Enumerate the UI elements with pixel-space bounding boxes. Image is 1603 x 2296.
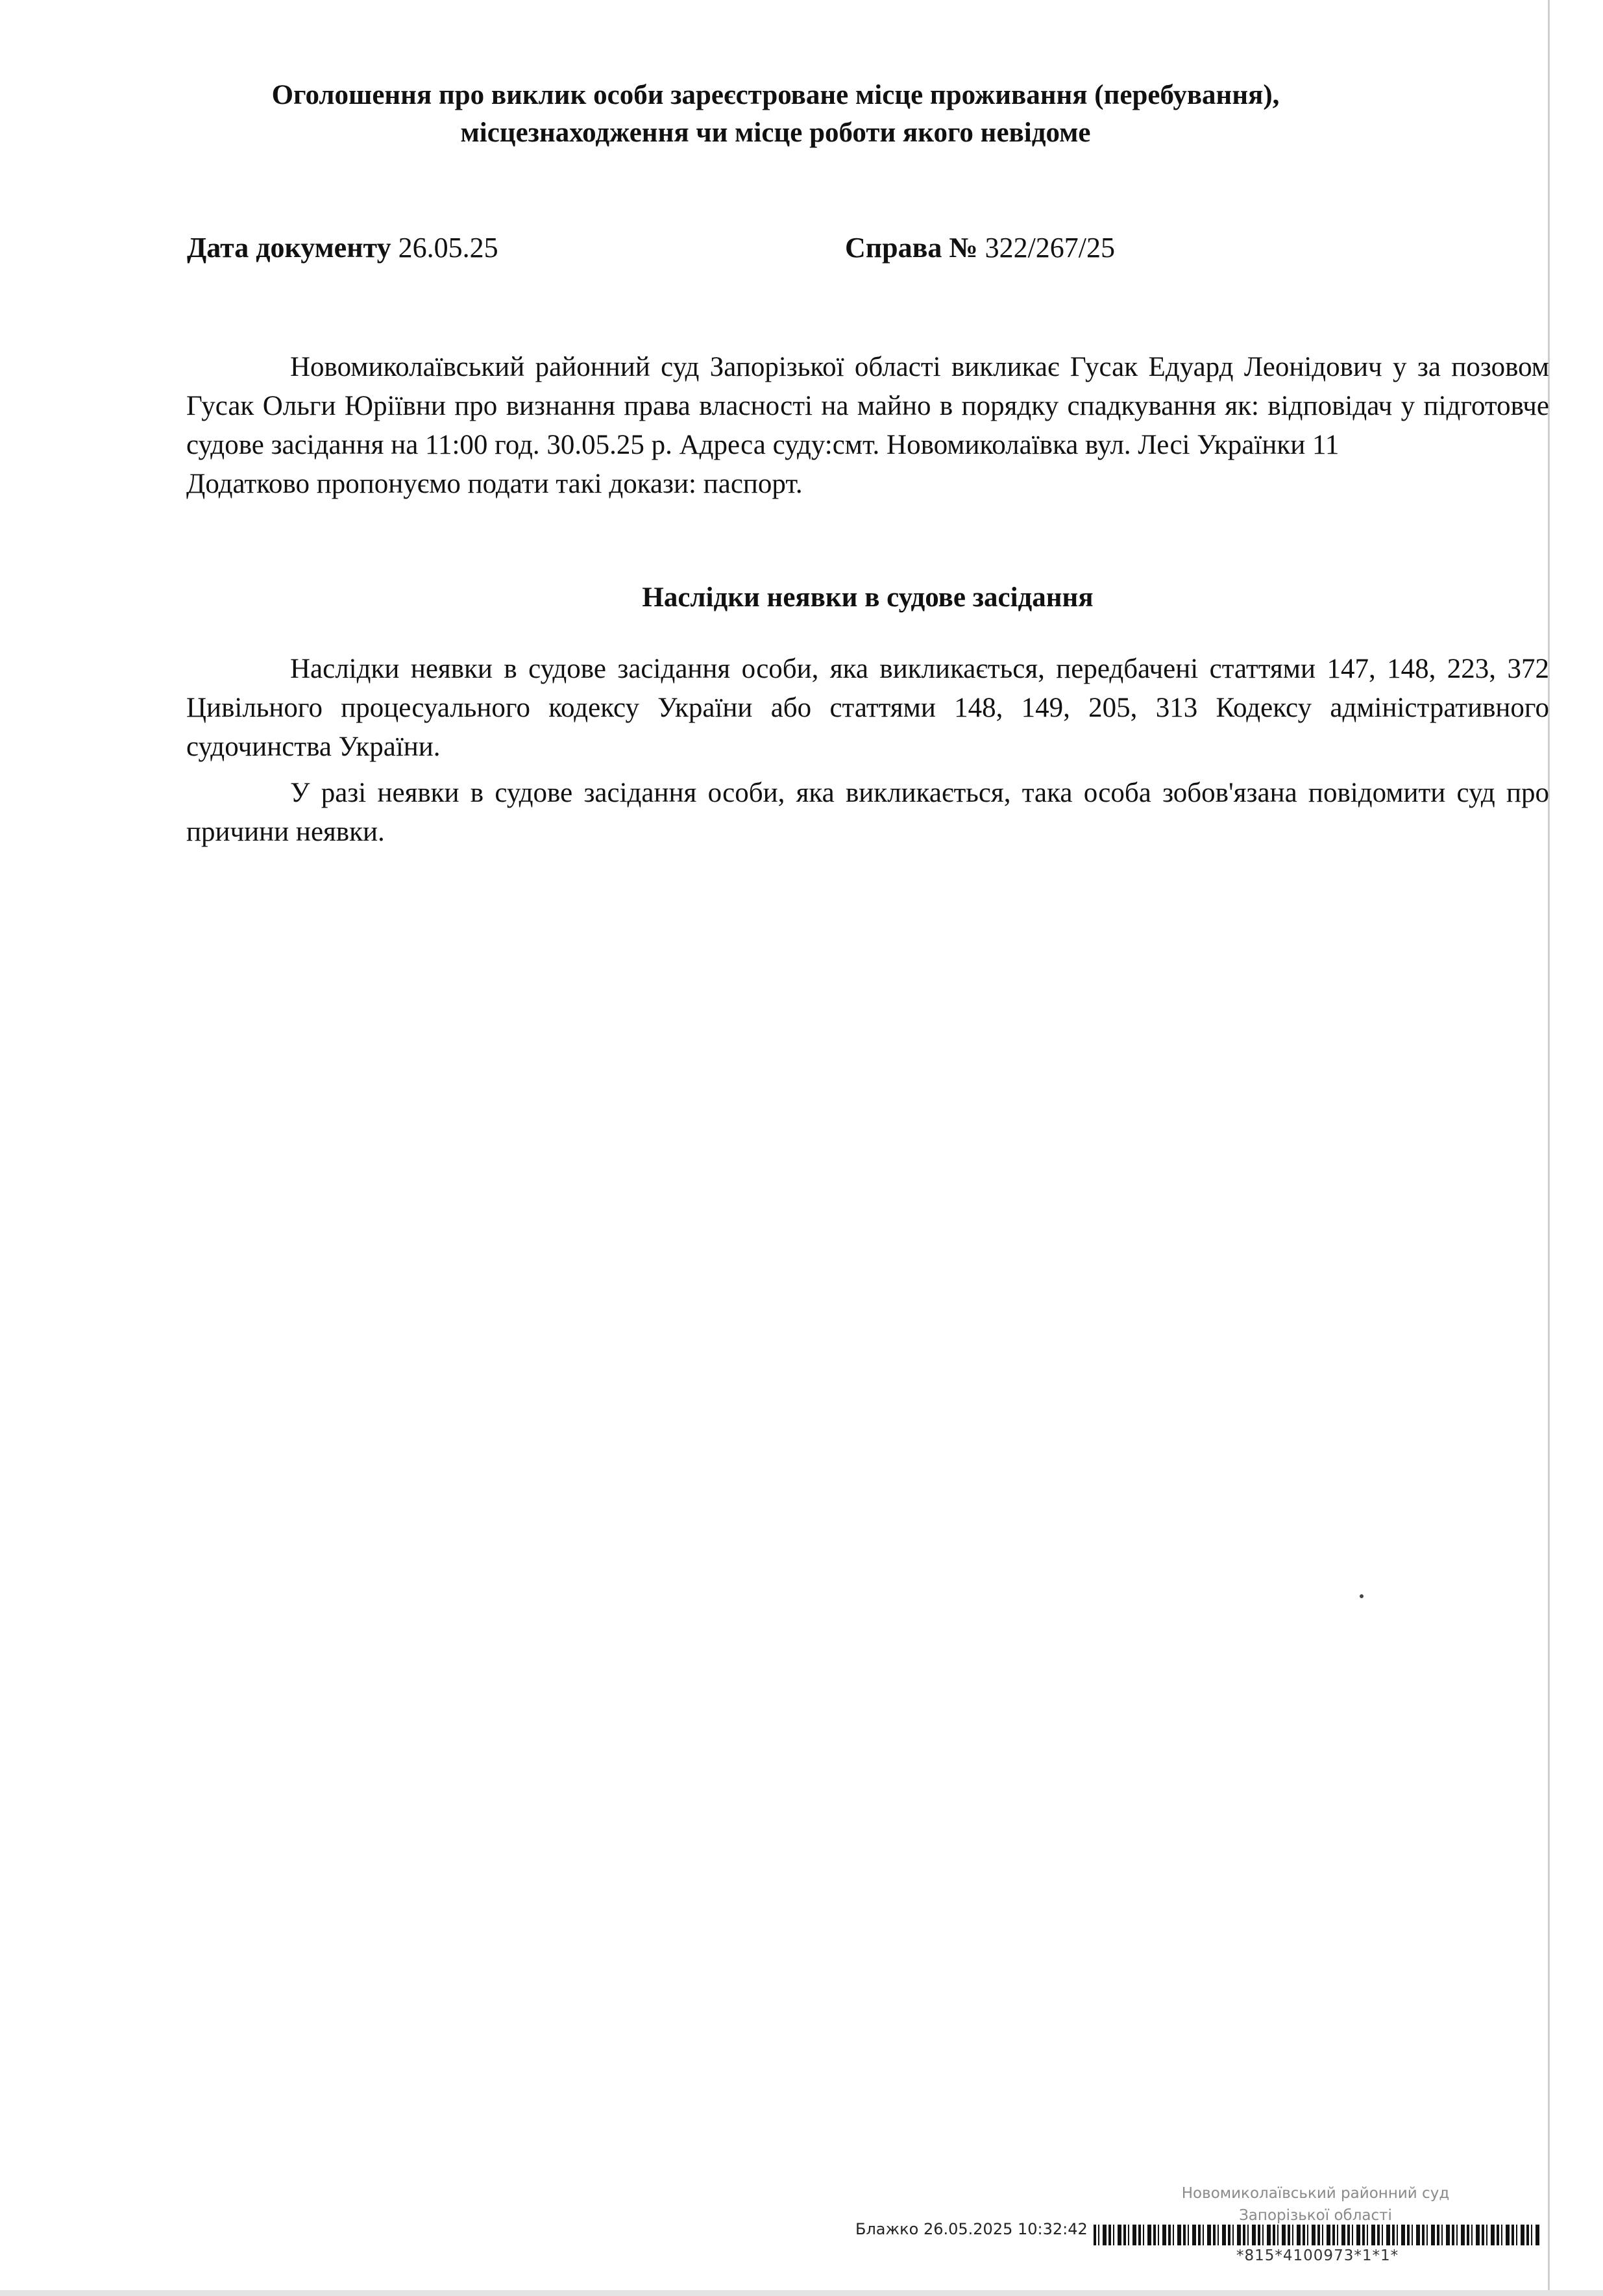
title-line-1: Оголошення про виклик особи зареєстроване місце проживання (перебування),: [271, 80, 1280, 110]
document-title: [182, 77, 1369, 152]
signer-timestamp: Блажко 26.05.2025 10:32:42: [855, 2220, 1088, 2238]
case-value: 322/267/25: [985, 232, 1116, 264]
evidence-line: Додатково пропонуємо подати такі докази: паспорт.: [186, 469, 803, 499]
case-number: [845, 231, 1115, 264]
case-label: Справа №: [845, 232, 978, 264]
consequences-paragraph-1: Наслідки неявки в судове засідання особи, яка викликається, передбачені статтями 147, 148, 223, 372 Цивільного процесуального кодексу України або статтями 148, 149, 205, 313 Кодексу адміністративного судочинства України.: [186, 654, 1549, 762]
document-date: [187, 231, 498, 264]
date-label: Дата документу: [187, 232, 391, 264]
consequences-block: [186, 650, 1549, 767]
court-stamp: [1176, 2182, 1455, 2227]
consequences-heading: Наслідки неявки в судове засідання: [642, 582, 1094, 613]
consequences-paragraph-2: У разі неявки в судове засідання особи, яка викликається, така особа зобов'язана повідомити суд про причини неявки.: [186, 778, 1549, 847]
scan-dot: [1360, 1594, 1364, 1598]
summons-paragraph: Новомиколаївський районний суд Запорізької області викликає Гусак Едуард Леонідович у за позовом Гусак Ольги Юріївни про визнання права власності на майно в порядку спадкування як: відповідач у підготовче судове засідання на 11:00 год. 30.05.25 р. Адреса суду:смт. Новомиколаївка вул. Лесі Українки 11: [186, 352, 1549, 460]
title-line-2: місцезнаходження чи місце роботи якого невідоме: [460, 117, 1091, 148]
page-edge: [1548, 0, 1550, 2296]
summons-block: [186, 348, 1549, 504]
court-stamp-line-2: Запорізької області: [1239, 2207, 1392, 2224]
date-value: 26.05.25: [398, 232, 498, 264]
barcode: [1094, 2225, 1541, 2245]
consequences-block-2: [186, 774, 1549, 852]
barcode-number: *815*4100973*1*1*: [1236, 2247, 1399, 2264]
court-stamp-line-1: Новомиколаївський районний суд: [1181, 2185, 1450, 2202]
page-edge-bottom: [0, 2290, 1603, 2296]
